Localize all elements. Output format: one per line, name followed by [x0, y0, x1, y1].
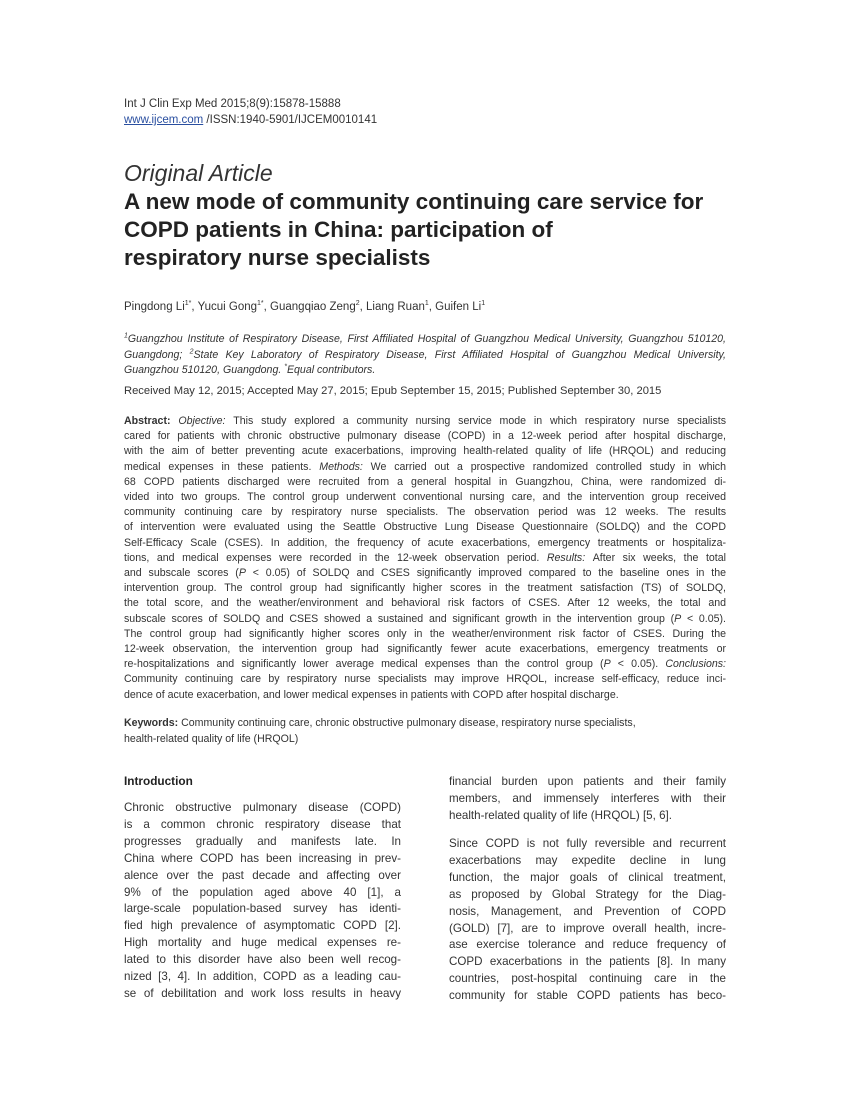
abstract-text: 12-week observation, the intervention group had significantly fewer acute exacerbations, emergency treatments or: [124, 643, 726, 656]
body-text-line: countries, post-hospital continuing care in the: [449, 972, 726, 986]
abstract-line: [124, 642, 726, 657]
author-list: Pingdong $Li^{1*}$, Yucui Gong$^{1*}$, Guangqiao Zeng$^2$, Liang Ruan$^1$, Guifen Li$^1$: [124, 300, 486, 313]
abstract-text: < 0.05) of SOLDQ and CSES significantly improved compared to the baseline ones in the: [245, 567, 726, 580]
body-text-line: Since COPD is not fully reversible and recurrent: [449, 837, 726, 850]
article-type: Original Article: [124, 160, 273, 186]
abstract-text: of intervention were evaluated using the Seattle Obstructive Lung Disease Questionnaire (SOLDQ) and the COPD: [124, 521, 726, 534]
journal-info: [124, 112, 377, 128]
body-text-line: ase exercise tolerance and reduce frequency of: [449, 938, 726, 952]
abstract-text: Results:: [546, 551, 593, 564]
abstract: [124, 414, 726, 703]
intro-left-column: [124, 800, 401, 1003]
author-sup: 1: [481, 300, 486, 308]
body-text-line: members, and immensely interferes with their: [449, 791, 726, 805]
abstract-text: cared for patients with chronic obstructive pulmonary disease (COPD) in a 12-week period after hospital discharge,: [124, 430, 726, 443]
abstract-line: [124, 460, 726, 475]
body-text-line: nized [3, 4]. In addition, COPD as a leading cau-: [124, 970, 401, 984]
abstract-text: 68 COPD patients discharged were recruited from a general hospital in Guangzhou, China, were randomized di-: [124, 475, 726, 488]
abstract-line: [124, 429, 726, 444]
author-sup: 1*: [184, 300, 192, 308]
abstract-line: [124, 672, 726, 687]
intro-right-paragraph-1: [449, 774, 726, 825]
body-text-line: as proposed by Global Strategy for the Diag-: [449, 887, 726, 901]
abstract-text: community continuing care by respiratory nurse specialists. The observation period was 12 weeks. The results: [124, 506, 726, 519]
abstract-text: P: [603, 658, 611, 671]
body-text-line: Chronic obstructive pulmonary disease (COPD): [124, 801, 401, 814]
abstract-text: with the aim of better preventing acute exacerbations, improving health-related quality of life (HRQOL) and reducing: [124, 445, 726, 458]
abstract-text: dence of acute exacerbation, and lower medical expenses in patients with COPD after hospital discharge.: [124, 688, 619, 701]
abstract-text: We carried out a prospective randomized controlled study in which: [370, 460, 726, 473]
body-text-line: alence over the past decade and affecting over: [124, 868, 401, 882]
author-name: Guangqiao Zeng: [270, 301, 356, 313]
abstract-line: [124, 520, 726, 535]
abstract-text: intervention group. The control group had significantly higher scores in the treatment satisfaction (TS) of SOLDQ,: [124, 582, 726, 595]
body-text-line: COPD exacerbations in the patients [8]. In many: [449, 955, 726, 969]
abstract-line: [124, 536, 726, 551]
abstract-text: Abstract:: [124, 415, 179, 427]
author-sup: 1: [424, 300, 429, 308]
abstract-text: The control group had significantly higher scores only in the weather/environment risk factor of CSES. During the: [124, 627, 726, 640]
body-text-line: se of debilitation and work loss results in heavy: [124, 986, 401, 1000]
abstract-text: This study explored a community nursing service mode in which respiratory nurse specialists: [233, 415, 726, 427]
body-text-line: 9% of the population aged above 40 [1], a: [124, 885, 401, 899]
title-line: A new mode of community continuing care service for: [124, 189, 704, 214]
affil-sup: 1: [124, 332, 128, 340]
body-text-line: High mortality and huge medical expenses re-: [124, 936, 401, 950]
publication-dates: Received May 12, 2015; Accepted May 27, 2015; Epub September 15, 2015; Published September 30, 2015: [124, 385, 662, 397]
abstract-line: [124, 444, 726, 459]
article-title: [124, 188, 764, 272]
body-text-line: fied high prevalence of asymptomatic COPD [2].: [124, 919, 401, 933]
section-heading-introduction: Introduction: [124, 774, 193, 788]
keywords: [124, 716, 726, 747]
body-text-line: financial burden upon patients and their family: [449, 775, 726, 788]
journal-link[interactable]: www.ijcem.com: [124, 114, 204, 126]
abstract-text: vided into two groups. The control group underwent conventional nursing care, and the intervention group received: [124, 491, 726, 504]
affiliation-2: State Key Laboratory of Respiratory Disease, First Affiliated Hospital of Guangzhou Medical University, Guangzhou 510120, Guangdong.: [124, 348, 726, 376]
body-text-line: health-related quality of life (HRQOL) [5, 6].: [449, 808, 672, 822]
abstract-text: Methods:: [319, 460, 371, 473]
abstract-line: [124, 551, 726, 566]
body-text-line: exacerbations may expedite decline in lung: [449, 853, 726, 867]
abstract-line: [124, 596, 726, 611]
affil-sup: *: [284, 363, 287, 371]
equal-contrib-note: Equal contributors.: [286, 364, 376, 376]
abstract-line: [124, 505, 726, 520]
abstract-text: < 0.05).: [681, 612, 726, 625]
abstract-line: [124, 627, 726, 642]
author: [435, 301, 485, 313]
author: [270, 301, 360, 313]
author-sup: 2: [355, 300, 360, 308]
abstract-text: P: [674, 612, 682, 625]
keywords-text: health-related quality of life (HRQOL): [124, 732, 299, 745]
author: [366, 301, 429, 313]
abstract-text: tions, and medical expenses were recorded in the 12-week observation period.: [124, 551, 547, 564]
abstract-line: [124, 475, 726, 490]
author-name: Liang Ruan: [366, 301, 425, 313]
abstract-text: Objective:: [178, 415, 234, 427]
author-sup: 1*: [257, 300, 264, 308]
body-text-line: lated to this disorder have also been well recog-: [124, 953, 401, 967]
body-text-line: (GOLD) [7], are to improve overall health, incre-: [449, 921, 726, 935]
abstract-text: P: [238, 567, 246, 580]
abstract-text: subscale scores of SOLDQ and CSES showed a sustained and significant growth in the intervention group (: [124, 612, 675, 625]
author-name: Pingdong Li: [124, 301, 185, 313]
author: [198, 301, 264, 313]
affil-sup: 2: [189, 347, 194, 355]
keywords-text: Community continuing care, chronic obstructive pulmonary disease, respiratory nurse specialists,: [181, 717, 636, 729]
body-text-line: function, the major goals of clinical treatment,: [449, 870, 726, 884]
issn: /ISSN:1940-5901/IJCEM0010141: [203, 114, 378, 126]
abstract-line: [124, 490, 726, 505]
intro-right-paragraph-2: [449, 836, 726, 1005]
author-name: Guifen Li: [435, 301, 482, 313]
abstract-line: [124, 612, 726, 627]
journal-citation: Int J Clin Exp Med 2015;8(9):15878-15888: [124, 98, 341, 110]
abstract-text: After six weeks, the total: [592, 551, 726, 564]
abstract-text: Conclusions:: [665, 658, 726, 671]
abstract-text: re-hospitalizations and significantly lower average medical expenses than the control group (: [124, 658, 604, 671]
abstract-text: medical expenses in these patients.: [124, 460, 320, 473]
body-text-line: progresses gradually and manifests late. In: [124, 834, 401, 848]
abstract-text: the total score, and the weather/environment and behavioral risk factors of CSES. After 12 weeks, the total and: [124, 597, 726, 610]
affiliations: [124, 332, 726, 379]
author: [124, 301, 191, 313]
abstract-text: and subscale scores (: [124, 567, 239, 580]
abstract-text: < 0.05).: [610, 658, 666, 671]
author-name: Yucui Gong: [197, 301, 258, 313]
abstract-line: [124, 688, 726, 703]
abstract-line: [124, 657, 726, 672]
abstract-text: Community continuing care by respiratory nurse specialists may improve HRQOL, increase self-efficacy, reduce inci-: [124, 673, 726, 686]
abstract-text: Self-Efficacy Scale (CSES). In addition, the frequency of acute exacerbations, emergency treatments or hospitaliza-: [124, 536, 726, 549]
title-line: respiratory nurse specialists: [124, 245, 431, 270]
abstract-line: [124, 581, 726, 596]
body-text-line: community for stable COPD patients has beco-: [449, 989, 726, 1003]
affiliation-1: Guangzhou Institute of Respiratory Disease, First Affiliated Hospital of Guangzhou Medical University, Guangzhou 510120, Guangdong;: [124, 333, 726, 361]
abstract-line: [124, 414, 726, 429]
body-text-line: nosis, Management, and Prevention of COPD: [449, 904, 726, 918]
keywords-label: Keywords:: [124, 717, 182, 729]
body-text-line: is a common chronic respiratory disease that: [124, 817, 401, 831]
title-line: COPD patients in China: participation of: [124, 217, 553, 242]
body-text-line: China where COPD has been increasing in prev-: [124, 851, 401, 865]
abstract-line: [124, 566, 726, 581]
body-text-line: large-scale population-based survey has identi-: [124, 902, 401, 916]
